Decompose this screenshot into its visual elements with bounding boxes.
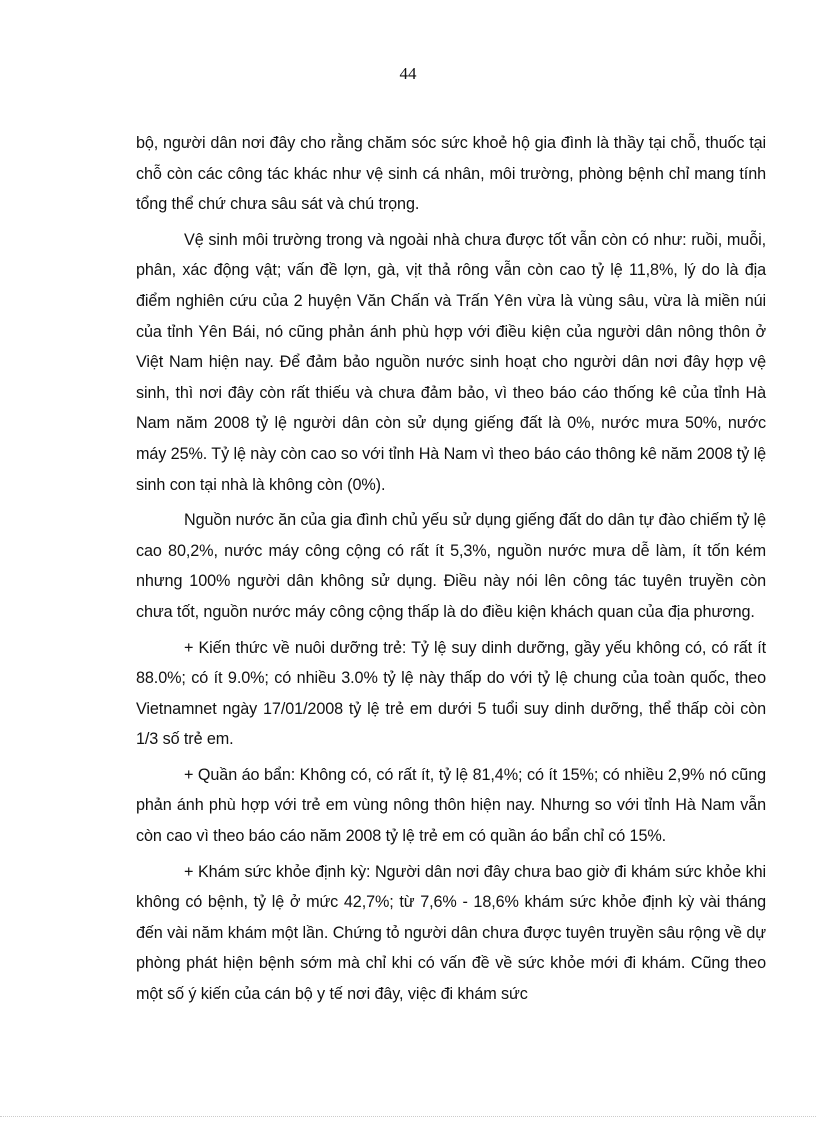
paragraph-2: Vệ sinh môi trường trong và ngoài nhà chưa được tốt vẫn còn có như: ruồi, muỗi, phân, xác động vật; vấn đề lợn, gà, vịt thả rông vẫn còn cao tỷ lệ 11,8%, lý do là địa điểm nghiên cứu của 2 huyện Văn Chấn và Trấn Yên vừa là vùng sâu, vừa là miền núi của tỉnh Yên Bái, nó cũng phản ánh phù hợp với điều kiện của người dân nông thôn ở Việt Nam hiện nay. Để đảm bảo nguồn nước sinh hoạt cho người dân nơi đây hợp vệ sinh, thì nơi đây còn rất thiếu và chưa đảm bảo, vì theo báo cáo thống kê của tỉnh Hà Nam năm 2008 tỷ lệ người dân còn sử dụng giếng đất là 0%, nước mưa 50%, nước máy 25%. Tỷ lệ này còn cao so với tỉnh Hà Nam vì theo báo cáo thông kê năm 2008 tỷ lệ sinh con tại nhà là không còn (0%). xyxy=(136,230,766,494)
paragraph-3: Nguồn nước ăn của gia đình chủ yếu sử dụng giếng đất do dân tự đào chiếm tỷ lệ cao 80,2%, nước máy công cộng có rất ít 5,3%, nguồn nước mưa dễ làm, ít tốn kém nhưng 100% người dân không sử dụng. Điều này nói lên công tác tuyên truyền còn chưa tốt, nguồn nước máy công cộng thấp là do điều kiện khách quan của địa phương. xyxy=(136,511,766,621)
paragraph-4: + Kiến thức về nuôi dưỡng trẻ: Tỷ lệ suy dinh dưỡng, gầy yếu không có, có rất ít 88.0%; có ít 9.0%; có nhiều 3.0% tỷ lệ này thấp do với tỷ lệ chung của toàn quốc, theo Vietnamnet ngày 17/01/2008 tỷ lệ trẻ em dưới 5 tuổi suy dinh dưỡng, thể thấp còi còn 1/3 số trẻ em. xyxy=(136,638,766,749)
body-text xyxy=(136,128,766,1015)
paragraph-5: + Quần áo bẩn: Không có, có rất ít, tỷ lệ 81,4%; có ít 15%; có nhiều 2,9% nó cũng phản ánh phù hợp với trẻ em vùng nông thôn hiện nay. Nhưng so với tỉnh Hà Nam vẫn còn cao vì theo báo cáo năm 2008 tỷ lệ trẻ em có quần áo bẩn chỉ có 15%. xyxy=(136,765,766,846)
page-number: 44 xyxy=(399,64,417,83)
page-bottom-divider xyxy=(0,1116,816,1117)
paragraph-1: bộ, người dân nơi đây cho rằng chăm sóc sức khoẻ hộ gia đình là thầy tại chỗ, thuốc tại chỗ còn các công tác khác như vệ sinh cá nhân, môi trường, phòng bệnh chỉ mang tính tổng thể chứ chưa sâu sát và chú trọng. xyxy=(136,134,766,214)
paragraph-6: + Khám sức khỏe định kỳ: Người dân nơi đây chưa bao giờ đi khám sức khỏe khi không có bệnh, tỷ lệ ở mức 42,7%; từ 7,6% - 18,6% khám sức khỏe định kỳ vài tháng đến vài năm khám một lần. Chứng tỏ người dân chưa được tuyên truyền sâu rộng về dự phòng phát hiện bệnh sớm mà chỉ khi có vấn đề về sức khỏe mới đi khám. Cũng theo một số ý kiến của cán bộ y tế nơi đây, việc đi khám sức xyxy=(136,862,766,1004)
